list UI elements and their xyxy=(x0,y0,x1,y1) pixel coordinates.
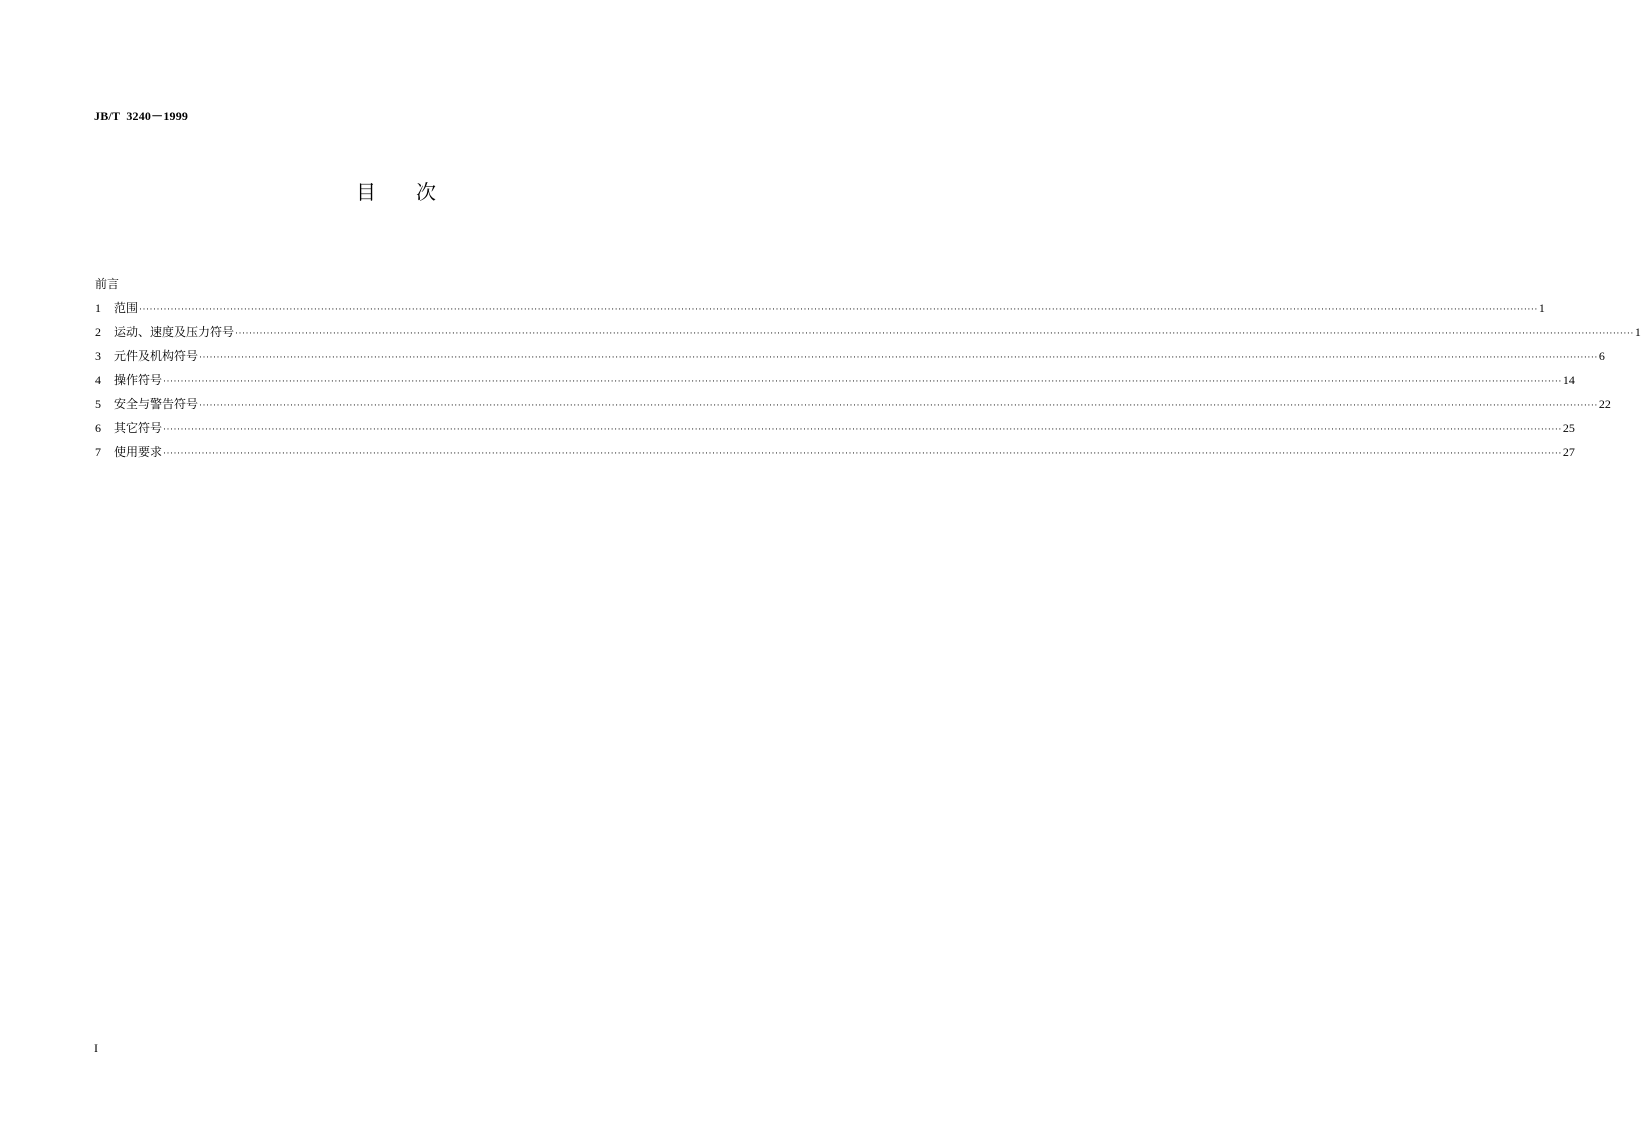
toc-entry[interactable] xyxy=(95,416,1575,440)
toc-entry-page: 1 xyxy=(1634,325,1641,339)
toc-entry-number: 3 xyxy=(95,349,101,363)
toc-dot-leader: ················································································································································································································································································································································································································ xyxy=(163,448,1562,458)
toc-entry-title: 使用要求 xyxy=(114,445,163,459)
toc-dot-leader: ················································································································································································································································································································································································································ xyxy=(139,304,1538,314)
toc-entry[interactable] xyxy=(95,392,1611,416)
toc-dot-leader: ················································································································································································································································································································································································································ xyxy=(163,424,1562,434)
toc-entry-title: 操作符号 xyxy=(114,373,163,387)
toc-entry-number: 7 xyxy=(95,445,101,459)
toc-entry-list xyxy=(95,296,1641,464)
table-of-contents xyxy=(95,272,1641,464)
toc-entry-number: 5 xyxy=(95,397,101,411)
page-title: 目次 xyxy=(356,180,476,204)
toc-entry[interactable] xyxy=(95,368,1575,392)
toc-entry-page: 27 xyxy=(1562,445,1575,459)
toc-entry-title: 运动、速度及压力符号 xyxy=(114,325,235,339)
toc-foreword-link[interactable]: 前言 xyxy=(95,277,120,291)
standard-number: JB/T 3240－1999 xyxy=(94,109,189,123)
toc-entry-number: 4 xyxy=(95,373,101,387)
toc-entry-title: 元件及机构符号 xyxy=(114,349,199,363)
toc-entry[interactable] xyxy=(95,296,1545,320)
toc-entry-page: 14 xyxy=(1562,373,1575,387)
toc-entry-number: 6 xyxy=(95,421,101,435)
toc-entry[interactable] xyxy=(95,344,1605,368)
toc-entry-page: 1 xyxy=(1538,301,1545,315)
toc-entry-page: 6 xyxy=(1598,349,1605,363)
toc-dot-leader: ················································································································································································································································································································································································································ xyxy=(199,352,1598,362)
toc-dot-leader: ················································································································································································································································································································································································································ xyxy=(235,328,1634,338)
toc-entry-title: 安全与警告符号 xyxy=(114,397,199,411)
toc-dot-leader: ················································································································································································································································································································································································································ xyxy=(199,400,1598,410)
toc-dot-leader: ················································································································································································································································································································································································································ xyxy=(163,376,1562,386)
toc-entry-number: 1 xyxy=(95,301,101,315)
toc-entry[interactable] xyxy=(95,320,1641,344)
toc-entry[interactable] xyxy=(95,440,1575,464)
toc-entry-title: 范围 xyxy=(114,301,139,315)
page-number: I xyxy=(94,1041,98,1055)
toc-entry-title: 其它符号 xyxy=(114,421,163,435)
toc-entry-number: 2 xyxy=(95,325,101,339)
toc-entry-page: 22 xyxy=(1598,397,1611,411)
toc-entry-page: 25 xyxy=(1562,421,1575,435)
